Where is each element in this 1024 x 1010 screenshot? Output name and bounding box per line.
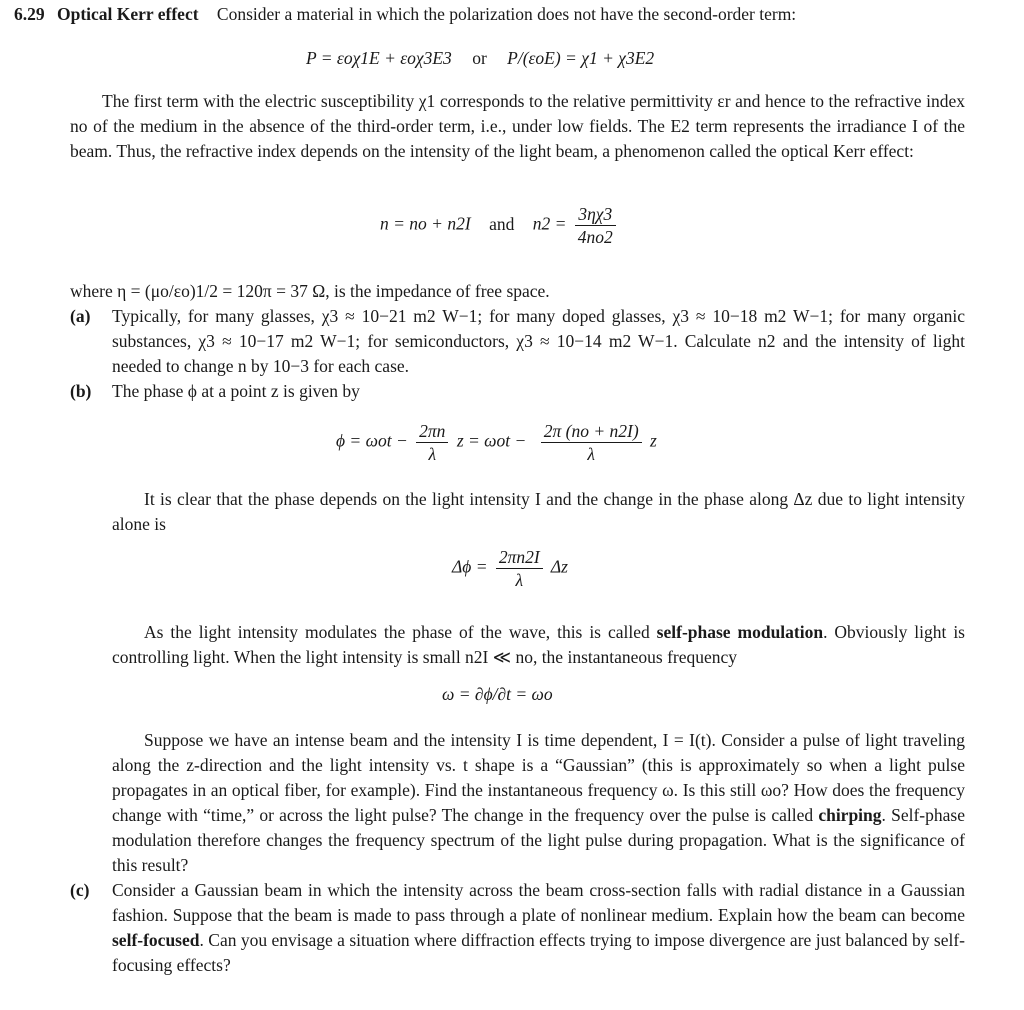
phase-fraction-2-numerator: 2π (no + n2I)	[543, 421, 639, 441]
problem-title: Optical Kerr effect	[57, 4, 199, 24]
phase-eq-rhs: z	[650, 430, 657, 451]
kerr-intro-paragraph: The first term with the electric susceptibility χ1 corresponds to the relative permittivity εr and hence to the refractive index no of the medium in the absence of the third-order term, i.e., under low fields. The E2 term represents the irradiance I of the beam. Thus, the refractive index depends on the intensity of the light beam, a phenomenon called the optical Kerr effect:	[70, 91, 965, 161]
part-c-text-pre: Consider a Gaussian beam in which the intensity across the beam cross-section falls with radial distance in a Gaussian fashion. Suppose that the beam is made to pass through a plate of nonlinear medium. Explain how the beam can become	[112, 880, 965, 925]
omega-equation: ω = ∂ϕ/∂t = ωo	[442, 684, 553, 704]
phase-eq-lhs: ϕ = ωot −	[336, 430, 408, 451]
part-b-paragraph-2	[112, 620, 965, 670]
part-c-text-post: . Can you envisage a situation where diffraction effects trying to impose divergence are just balanced by self-focusing effects?	[112, 930, 965, 975]
part-b-paragraph-1: It is clear that the phase depends on the light intensity I and the change in the phase along Δz due to light intensity alone is	[112, 489, 965, 534]
delta-phi-lhs: Δϕ =	[452, 556, 488, 577]
chirp-text-pre: Suppose we have an intense beam and the intensity I is time dependent, I = I(t). Consider a pulse of light traveling along the z-direction and the light intensity vs. t shape is a “Gaussian” (this is approximately so when a light pulse propagates in an optical fiber, for example). Find the instantaneous frequency ω. Is this still ωo? How does the frequency change with “time,” or across the light pulse? The change in the frequency over the pulse is called	[112, 730, 965, 825]
problem-heading	[14, 2, 796, 27]
phase-eq-mid: z = ωot −	[456, 430, 527, 451]
phase-fraction-1-numerator: 2πn	[419, 421, 446, 441]
index-eq-connector: and	[489, 213, 515, 234]
problem-number: 6.29	[14, 4, 45, 24]
phase-fraction-1	[416, 420, 448, 465]
phase-fraction-1-denominator: λ	[416, 442, 448, 465]
spm-text-post: . Obviously light is controlling light. When the light intensity is small n2I ≪ no, the instantaneous frequency	[112, 622, 965, 667]
phase-fraction-2	[541, 420, 642, 465]
index-eq-n2-label: n2 =	[532, 213, 567, 234]
spm-text-pre: As the light intensity modulates the phase of the wave, this is called	[144, 622, 650, 642]
refractive-index-equation	[380, 203, 620, 248]
polarization-eq-right: P/(εoE) = χ1 + χ3E2	[507, 48, 655, 68]
phase-equation	[336, 420, 657, 465]
part-c-text	[112, 878, 965, 978]
n2-fraction-numerator: 3ηχ3	[578, 204, 613, 224]
delta-phi-fraction	[496, 546, 543, 591]
delta-phi-equation	[452, 546, 568, 591]
part-b-paragraph-3	[112, 728, 965, 878]
part-b-intro: The phase ϕ at a point z is given by	[112, 381, 360, 401]
spm-term: self-phase modulation	[656, 622, 824, 642]
phase-fraction-2-denominator: λ	[541, 442, 642, 465]
impedance-line: where η = (μo/εo)1/2 = 120π = 37 Ω, is the impedance of free space.	[70, 281, 550, 301]
chirping-term: chirping	[818, 805, 882, 825]
n2-fraction	[575, 203, 616, 248]
n2-fraction-denominator: 4no2	[575, 225, 616, 248]
delta-phi-denominator: λ	[496, 568, 543, 591]
problem-intro: Consider a material in which the polarization does not have the second-order term:	[216, 4, 797, 24]
delta-phi-rhs: Δz	[550, 556, 568, 577]
part-c-label: (c)	[70, 880, 90, 900]
part-b-label: (b)	[70, 381, 92, 401]
polarization-eq-connector: or	[472, 48, 487, 68]
index-eq-left: n = no + n2I	[380, 213, 471, 234]
polarization-equation	[306, 46, 654, 71]
delta-phi-numerator: 2πn2I	[498, 547, 540, 567]
chirp-text-post: . Self-phase modulation therefore changes the frequency spectrum of the light pulse during propagation. What is the significance of this result?	[112, 805, 965, 875]
polarization-eq-left: P = εoχ1E + εoχ3E3	[306, 48, 452, 68]
part-a-label: (a)	[70, 306, 91, 326]
part-a-text: Typically, for many glasses, χ3 ≈ 10−21 m2 W−1; for many doped glasses, χ3 ≈ 10−18 m2 W−1; for many organic substances, χ3 ≈ 10−17 m2 W−1; for semiconductors, χ3 ≈ 10−14 m2 W−1. Calculate n2 and the intensity of light needed to change n by 10−3 for each case.	[112, 306, 965, 376]
self-focused-term: self-focused	[112, 930, 200, 950]
